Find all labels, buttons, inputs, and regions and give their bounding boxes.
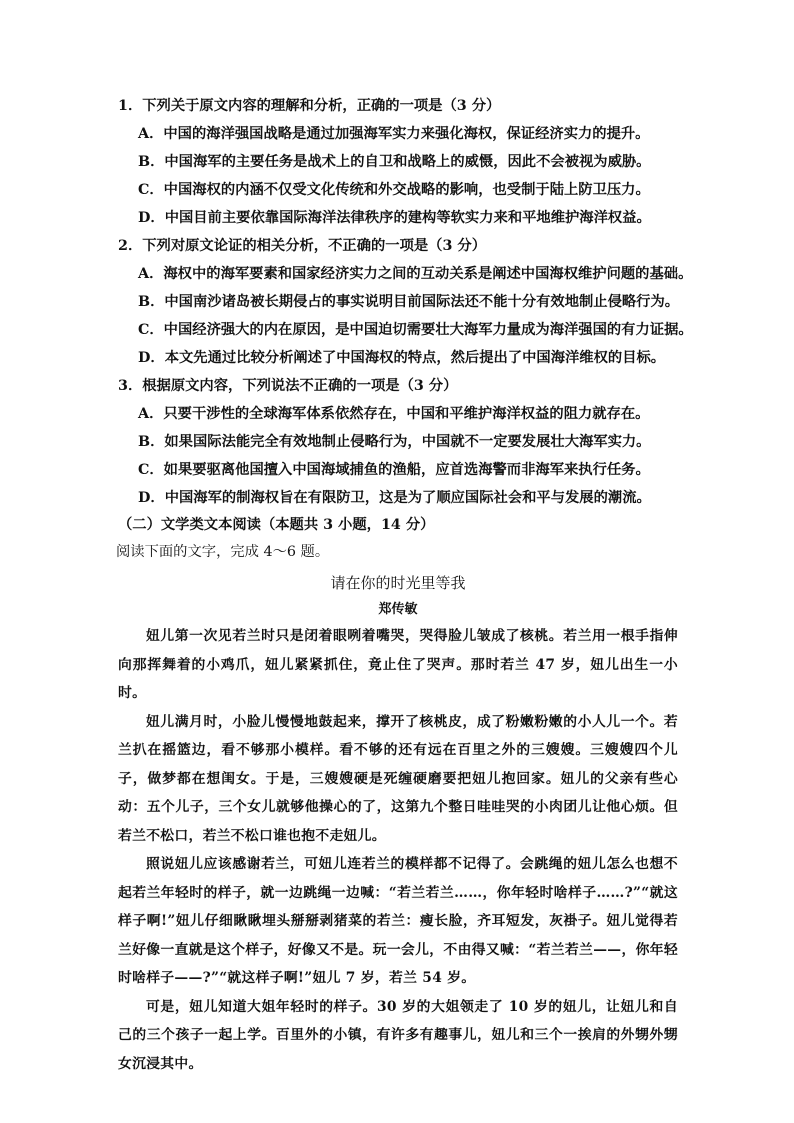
question-stem: 1．下列关于原文内容的理解和分析，正确的一项是（3 分）	[118, 98, 501, 114]
passage-paragraph: 可是，妞儿知道大姐年轻时的样子。30 岁的大姐领走了 10 岁的妞儿，让妞儿和自己的三个孩子一起上学。百里外的小镇，有许多有趣事儿，妞儿和三个一挨肩的外甥外甥女沉浸其中。	[118, 998, 678, 1072]
option-d: D．中国目前主要依靠国际海洋法律秩序的建构等软实力来和平地维护海洋权益。	[138, 210, 651, 226]
reading-instruction: 阅读下面的文字，完成 4～6 题。	[116, 544, 330, 560]
option-b: B．如果国际法能完全有效地制止侵略行为，中国就不一定要发展壮大海军实力。	[138, 434, 651, 450]
passage-paragraph: 妞儿满月时，小脸儿慢慢地鼓起来，撑开了核桃皮，成了粉嫩粉嫩的小人儿一个。若兰扒在摇篮边，看不够那小模样。看不够的还有远在百里之外的三嫂嫂。三嫂嫂四个儿子，做梦都在想闺女。于是，三嫂嫂硬是死缠硬磨要把妞儿抱回家。妞儿的父亲有些心动：五个儿子，三个女儿就够他操心的了，这第九个整日哇哇哭的小肉团儿让他心烦。但若兰不松口，若兰不松口谁也抱不走妞儿。	[118, 713, 678, 844]
passage-author: 郑传敏	[378, 602, 418, 617]
option-a: A．海权中的海军要素和国家经济实力之间的互动关系是阐述中国海权维护问题的基础。	[138, 266, 693, 282]
option-b: B．中国海军的主要任务是战术上的自卫和战略上的威慑，因此不会被视为威胁。	[138, 154, 651, 170]
section-heading: （二）文学类文本阅读（本题共 3 小题，14 分）	[118, 517, 435, 533]
question-2	[118, 232, 693, 372]
passage-paragraph: 照说妞儿应该感谢若兰，可妞儿连若兰的模样都不记得了。会跳绳的妞儿怎么也想不起若兰年轻时的样子，就一边跳绳一边喊：“若兰若兰……，你年轻时啥样子……?”“就这样子啊!”妞儿仔细瞅瞅埋头掰掰剥猪菜的若兰：瘦长脸，齐耳短发，灰褂子。妞儿觉得若兰好像一直就是这个样子，好像又不是。玩一会儿，不由得又喊：“若兰若兰——，你年轻时啥样子——?”“就这样子啊!”妞儿 7 岁，若兰 54 岁。	[118, 856, 678, 986]
option-a: A．只要干涉性的全球海军体系依然存在，中国和平维护海洋权益的阻力就存在。	[138, 406, 650, 422]
page-content	[118, 92, 693, 538]
question-1	[118, 92, 678, 232]
passage-block	[118, 538, 678, 1078]
question-stem: 3．根据原文内容，下列说法不正确的一项是（3 分）	[118, 378, 458, 394]
option-c: C．中国海权的内涵不仅受文化传统和外交战略的影响，也受制于陆上防卫压力。	[138, 182, 650, 198]
passage-title: 请在你的时光里等我	[330, 574, 466, 592]
option-b: B．中国南沙诸岛被长期侵占的事实说明目前国际法还不能十分有效地制止侵略行为。	[138, 294, 680, 310]
question-stem: 2．下列对原文论证的相关分析，不正确的一项是（3 分）	[118, 238, 486, 254]
option-c: C．中国经济强大的内在原因，是中国迫切需要壮大海军力量成为海洋强国的有力证据。	[138, 322, 693, 338]
option-c: C．如果要驱离他国擅入中国海域捕鱼的渔船，应首选海警而非海军来执行任务。	[138, 462, 650, 478]
option-d: D．中国海军的制海权旨在有限防卫，这是为了顺应国际社会和平与发展的潮流。	[138, 490, 651, 506]
option-d: D．本文先通过比较分析阐述了中国海权的特点，然后提出了中国海洋维权的目标。	[138, 350, 666, 366]
passage-paragraph: 妞儿第一次见若兰时只是闭着眼咧着嘴哭，哭得脸儿皱成了核桃。若兰用一根手指伸向那挥舞着的小鸡爪，妞儿紧紧抓住，竟止住了哭声。那时若兰 47 岁，妞儿出生一小时。	[118, 628, 678, 701]
option-a: A．中国的海洋强国战略是通过加强海军实力来强化海权，保证经济实力的提升。	[138, 126, 650, 142]
question-3	[118, 372, 678, 512]
